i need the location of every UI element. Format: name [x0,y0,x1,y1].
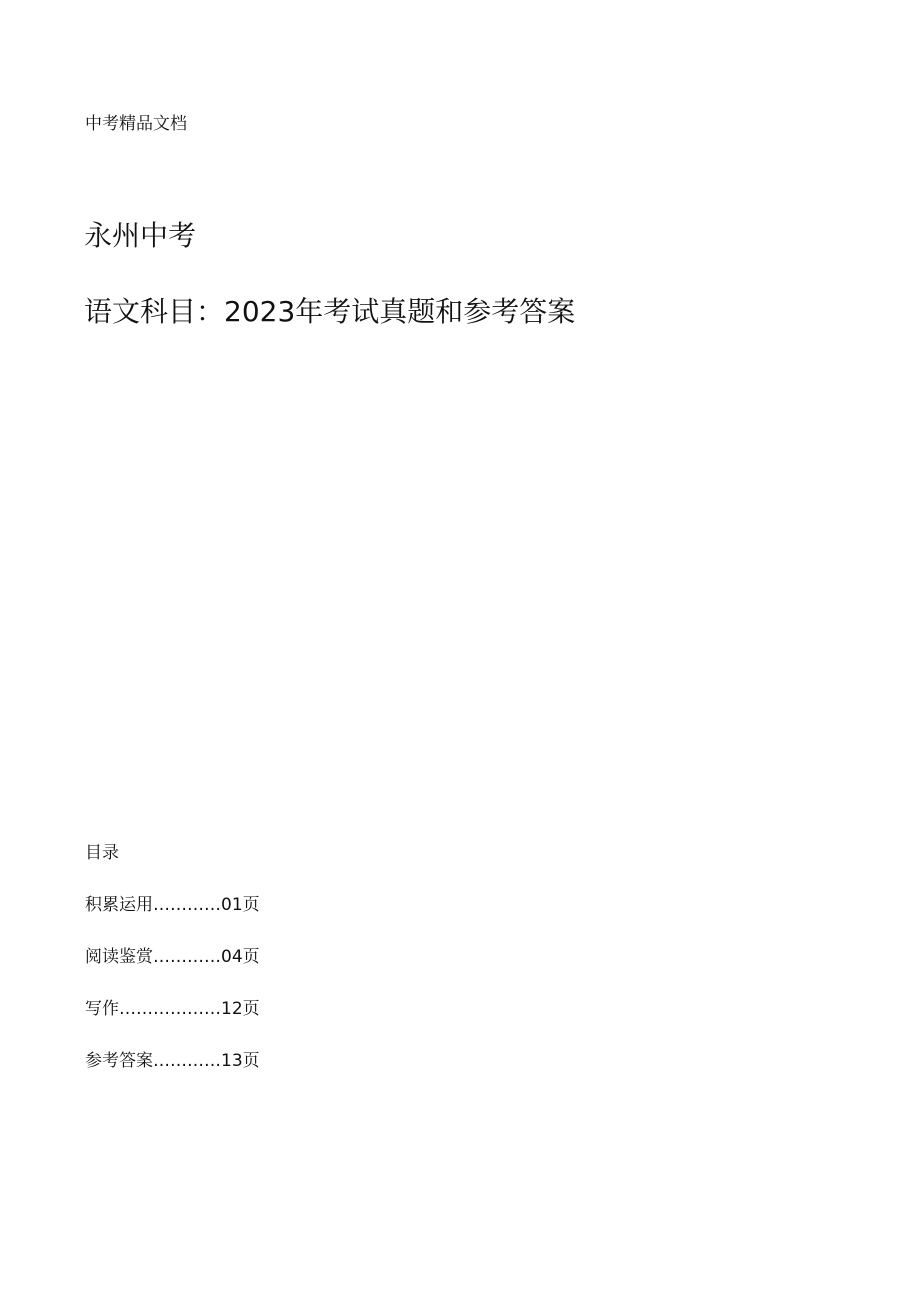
document-title-subject: 语文科目：2023年考试真题和参考答案 [84,295,576,328]
document-title-school: 永州中考 [84,219,197,252]
document-header-label: 中考精品文档 [85,114,187,134]
toc-item: 参考答案…………13页 [85,1051,260,1071]
toc-item: 阅读鉴赏…………04页 [85,947,260,967]
table-of-contents [85,897,260,1105]
toc-item: 写作………………12页 [85,999,260,1019]
toc-item: 积累运用…………01页 [85,895,260,915]
toc-heading: 目录 [85,843,119,863]
